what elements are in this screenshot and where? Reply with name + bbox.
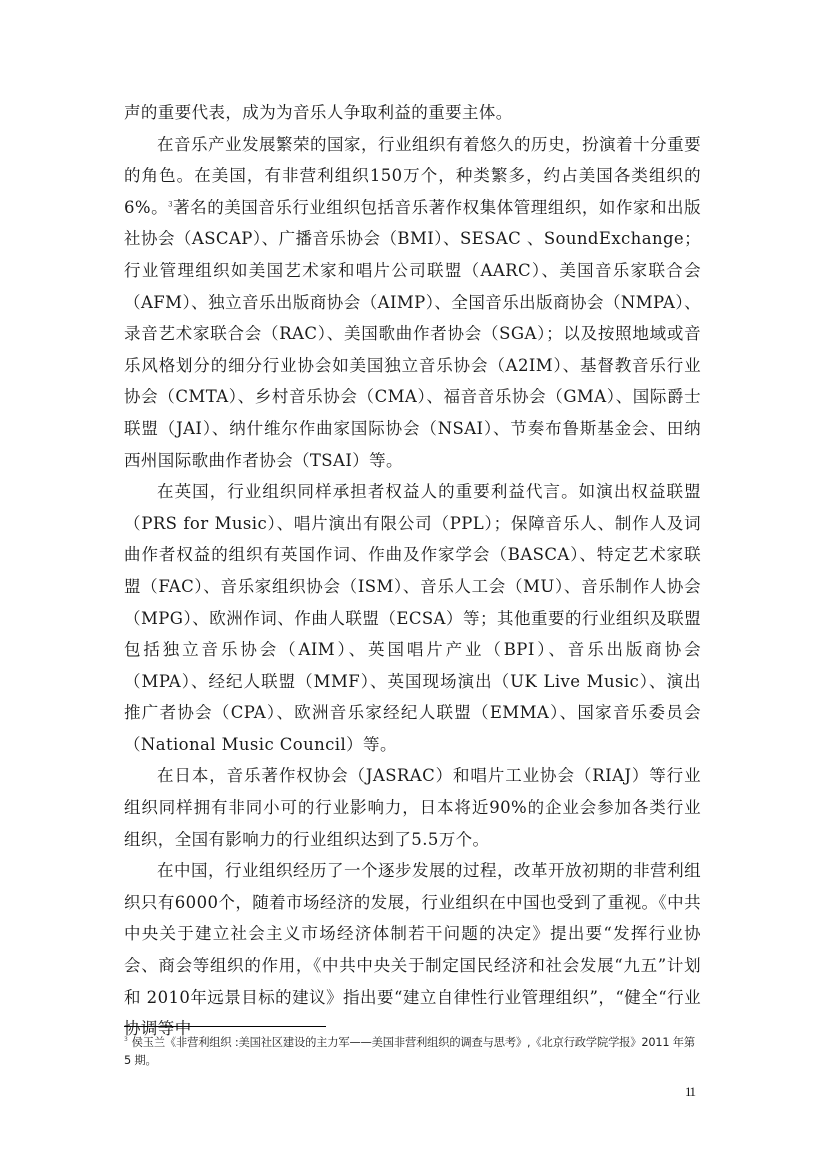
paragraph-china-organizations: 在中国，行业组织经历了一个逐步发展的过程，改革开放初期的非营利组织只有6000个，随着市场经济的发展，行业组织在中国也受到了重视。《中共中央关于建立社会主义市场经济体制若干问题的决定》提出要“发挥行业协会、商会等组织的作用，《中共中央关于制定国民经济和社会发展“九五”计划和 2010年远景目标的建议》指出要“建立自律性行业管理组织”，“健全“行业协调等中 bbox=[124, 861, 701, 1039]
paragraph-text: 在音乐产业发展繁荣的国家，行业组织有着悠久的历史，扮演着十分重要的角色。在美国，有非营利组织150万个，种类繁多，约占美国各类组织的6%。 bbox=[124, 134, 701, 217]
body-text bbox=[124, 97, 701, 1045]
paragraph-uk-organizations: 在英国，行业组织同样承担者权益人的重要利益代言。如演出权益联盟（PRS for Music）、唱片演出有限公司（PPL）；保障音乐人、制作人及词曲作者权益的组织有英国作词、作曲及作家学会（BASCA）、特定艺术家联盟（FAC）、音乐家组织协会（ISM）、音乐人工会（MU）、音乐制作人协会（MPG）、欧洲作词、作曲人联盟（ECSA）等；其他重要的行业组织及联盟包括独立音乐协会（AIM）、英国唱片产业（BPI）、音乐出版商协会（MPA）、经纪人联盟（MMF）、英国现场演出（UK Live Music）、演出推广者协会（CPA）、欧洲音乐家经纪人联盟（EMMA）、国家音乐委员会（National Music Council）等。 bbox=[124, 482, 701, 754]
footnote-text: 侯玉兰《非营利组织 :美国社区建设的主力军——美国非营利组织的调查与思考》,《北京行政学院学报》2011 年第 5 期。 bbox=[124, 1036, 695, 1067]
footnote bbox=[124, 1034, 704, 1070]
footnote-reference[interactable]: 3 bbox=[168, 200, 173, 209]
paragraph-japan-organizations: 在日本，音乐著作权协会（JASRAC）和唱片工业协会（RIAJ）等行业组织同样拥有非同小可的行业影响力，日本将近90%的企业会参加各类行业组织，全国有影响力的行业组织达到了5.5万个。 bbox=[124, 766, 701, 849]
footnote-marker: 3 bbox=[124, 1036, 128, 1044]
footnote-separator bbox=[124, 1026, 326, 1027]
paragraph-us-organizations bbox=[124, 129, 701, 477]
paragraph-text: 著名的美国音乐行业组织包括音乐著作权集体管理组织，如作家和出版社协会（ASCAP）、广播音乐协会（BMI）、SESAC 、SoundExchange；行业管理组织如美国艺术家和唱片公司联盟（AARC）、美国音乐家联合会（AFM）、独立音乐出版商协会（AIMP）、全国音乐出版商协会（NMPA）、录音艺术家联合会（RAC）、美国歌曲作者协会（SGA）；以及按照地域或音乐风格划分的细分行业协会如美国独立音乐协会（A2IM）、基督教音乐行业协会（CMTA）、乡村音乐协会（CMA）、福音音乐协会（GMA）、国际爵士联盟（JAI）、纳什维尔作曲家国际协会（NSAI）、节奏布鲁斯基金会、田纳西州国际歌曲作者协会（TSAI）等。 bbox=[124, 197, 701, 470]
paragraph-continuation: 声的重要代表，成为为音乐人争取利益的重要主体。 bbox=[124, 103, 513, 122]
page-number: 11 bbox=[685, 1084, 695, 1099]
